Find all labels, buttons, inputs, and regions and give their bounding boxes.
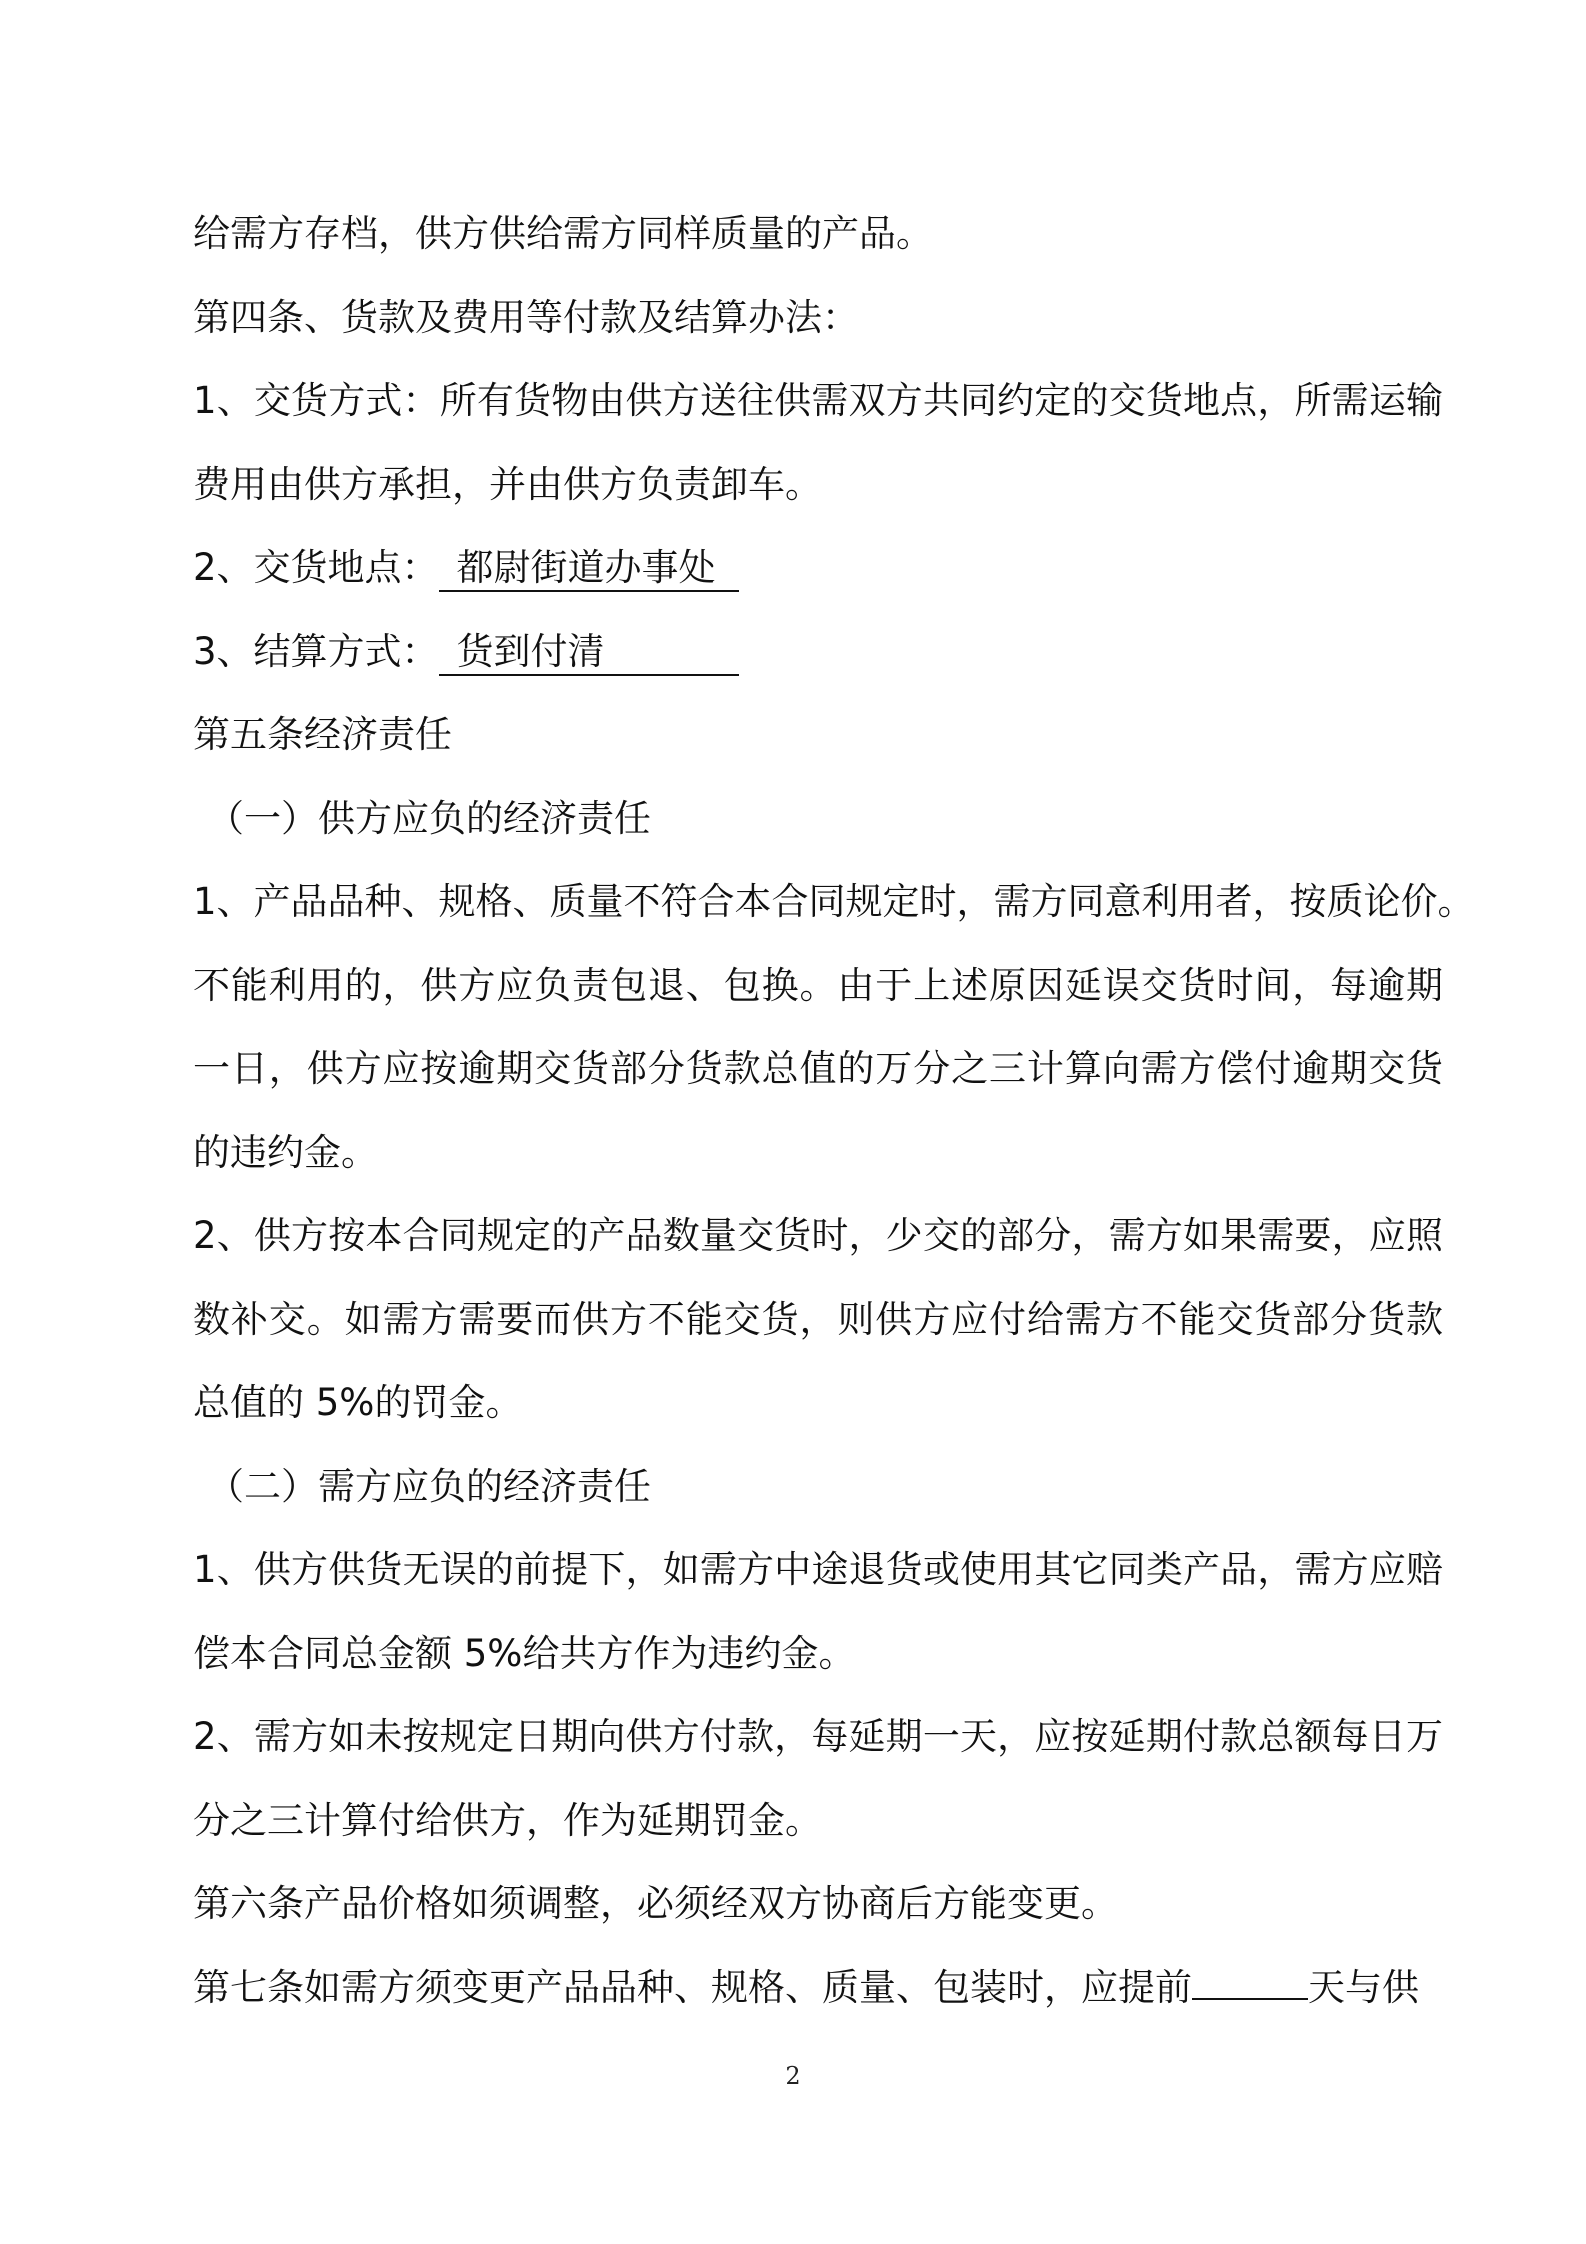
paragraph-line: 分之三计算付给供方，作为延期罚金。 — [193, 1798, 822, 1842]
article-7-text: 第七条如需方须变更产品品种、规格、质量、包装时，应提前 — [193, 1965, 1192, 2009]
delivery-location-field: 都尉街道办事处 — [439, 546, 739, 592]
paragraph-line: 给需方存档，供方供给需方同样质量的产品。 — [193, 212, 933, 255]
article-6-line: 第六条产品价格如须调整，必须经双方协商后方能变更。 — [193, 1882, 1118, 1925]
article-7-continuation: 天与供 — [1308, 1965, 1419, 2009]
paragraph-line: 一日，供方应按逾期交货部分货款总值的万分之三计算向需方偿付逾期交货 — [193, 1047, 1443, 1090]
paragraph-line: 不能利用的，供方应负责包退、包换。由于上述原因延误交货时间，每逾期 — [193, 963, 1443, 1007]
page-number: 2 — [785, 2062, 801, 2090]
settlement-method-label: 3、结算方式： — [193, 629, 439, 673]
article-5-heading: 第五条经济责任 — [193, 713, 452, 756]
delivery-location-row — [193, 526, 1443, 610]
paragraph-line: 1、产品品种、规格、质量不符合本合同规定时，需方同意利用者，按质论价。 — [193, 880, 1475, 923]
article-4-heading: 第四条、货款及费用等付款及结算办法： — [193, 295, 859, 339]
paragraph-line: 费用由供方承担，并由供方负责卸车。 — [193, 462, 822, 506]
paragraph-line: 1、供方供货无误的前提下，如需方中途退货或使用其它同类产品，需方应赔 — [193, 1548, 1443, 1591]
paragraph-line: 1、交货方式：所有货物由供方送往供需双方共同约定的交货地点，所需运输 — [193, 379, 1443, 422]
paragraph-line: 偿本合同总金额 5%给共方作为违约金。 — [193, 1631, 856, 1675]
paragraph-line: 数补交。如需方需要而供方不能交货，则供方应付给需方不能交货部分货款 — [193, 1297, 1443, 1341]
paragraph-line: 总值的 5%的罚金。 — [193, 1381, 523, 1424]
settlement-method-field: 货到付清 — [439, 630, 739, 676]
paragraph-line: 的违约金。 — [193, 1130, 378, 1174]
supplier-liability-subheading: （一）供方应负的经济责任 — [207, 796, 651, 840]
settlement-method-row — [193, 610, 1443, 694]
paragraph-line: 2、供方按本合同规定的产品数量交货时，少交的部分，需方如果需要，应照 — [193, 1214, 1443, 1257]
buyer-liability-subheading: （二）需方应负的经济责任 — [207, 1464, 651, 1508]
article-7-row — [193, 1946, 1443, 2030]
paragraph-line: 2、需方如未按规定日期向供方付款，每延期一天，应按延期付款总额每日万 — [193, 1715, 1443, 1758]
delivery-location-label: 2、交货地点： — [193, 546, 439, 589]
advance-days-blank — [1192, 1956, 1308, 2000]
document-body — [193, 192, 1475, 2029]
